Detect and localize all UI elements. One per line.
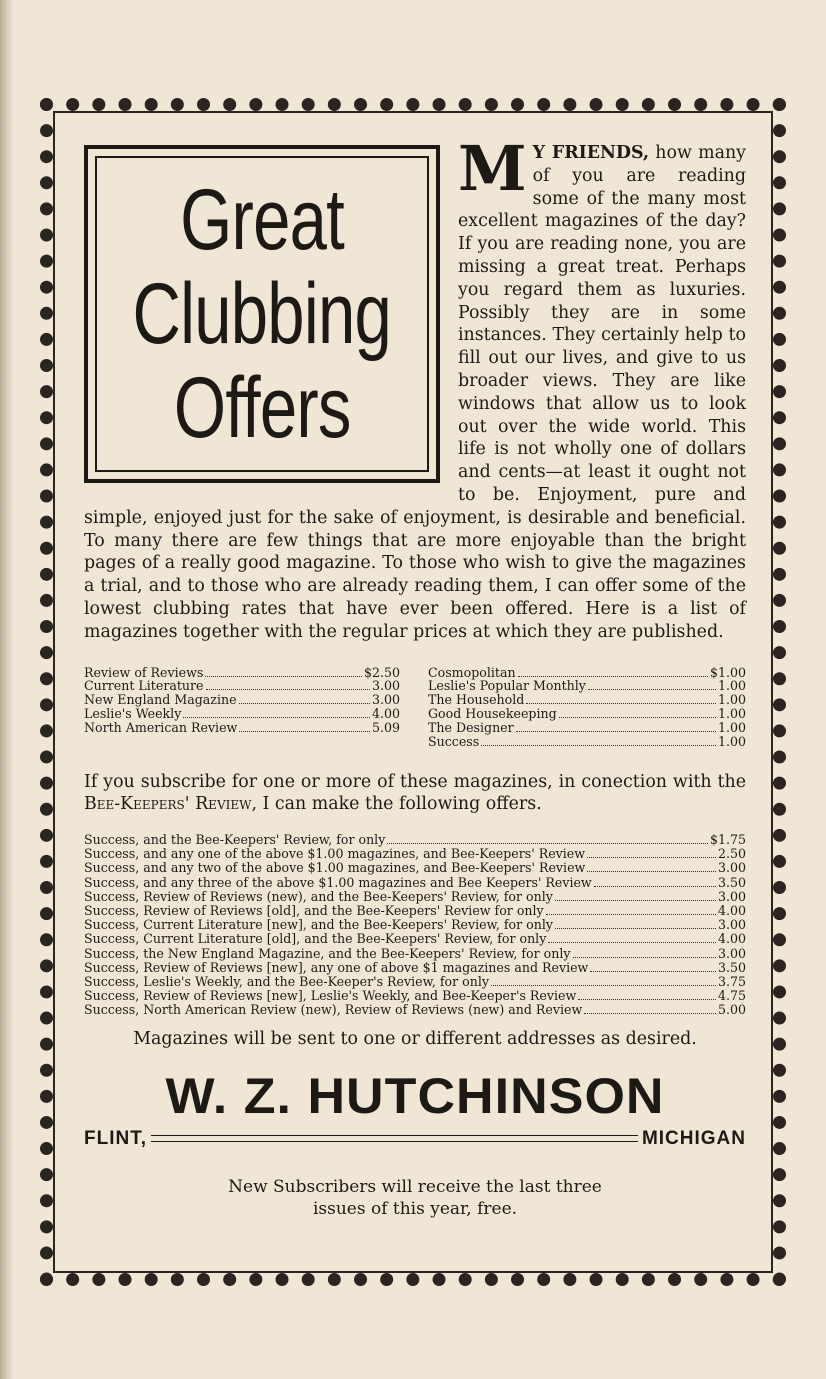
magazine-row-name: North American Review <box>84 720 238 736</box>
magazine-row-name: Good Housekeeping <box>428 706 557 722</box>
offer-row-name: Success, Leslie's Weekly, and the Bee-Keeper's Review, for only <box>84 974 489 989</box>
leader-dots <box>588 679 716 690</box>
offer-row <box>84 876 746 890</box>
offer-row <box>84 961 746 975</box>
magazine-row <box>84 707 400 721</box>
offer-row-name: Success, Review of Reviews [old], and the Bee-Keepers' Review for only <box>84 902 544 918</box>
price-column-left <box>84 666 400 749</box>
offer-row-name: Success, Review of Reviews (new), and the Bee-Keepers' Review, for only <box>84 888 553 904</box>
price-column-right <box>428 666 746 749</box>
title-box-inner <box>95 156 429 472</box>
leader-dots <box>183 707 370 718</box>
offer-row-price: 4.00 <box>717 931 746 947</box>
offer-row-name: Success, Current Literature [old], and the Bee-Keepers' Review, for only <box>84 931 547 947</box>
location-state: MICHIGAN <box>641 1127 746 1149</box>
magazine-row <box>84 666 400 680</box>
magazine-row <box>84 693 400 707</box>
offer-row-name: Success, and the Bee-Keepers' Review, for only <box>84 831 386 847</box>
offer-row-name: Success, North American Review (new), Review of Reviews (new) and Review <box>84 1002 583 1018</box>
offer-row-price: 4.00 <box>717 902 746 918</box>
leader-dots <box>546 904 716 915</box>
offer-intro-text-end: , I can make the following offers. <box>251 793 542 814</box>
magazine-row-name: Review of Reviews <box>84 664 204 680</box>
magazine-row-price: 1.00 <box>717 734 746 750</box>
offer-row-name: Success, and any three of the above $1.00 magazines and Bee Keepers' Review <box>84 874 592 890</box>
magazine-row <box>84 679 400 693</box>
offer-row-price: 5.00 <box>717 1002 746 1018</box>
offer-row-name: Success, Review of Reviews [new], Leslie's Weekly, and Bee-Keeper's Review <box>84 988 577 1004</box>
title-line: Great <box>180 172 344 268</box>
offer-row-price: 2.50 <box>717 846 746 862</box>
intro-text: how many of you are reading some of the many most excellent magazines of the day? If you are reading none, you are missing a great treat. Perhaps you regard them as luxuries. Possibly they are in some instances. They certainly help to fill out our lives, and give to us broader views. They are like windows that allow us to look out over the wide world. This life is not wholly one of dollars and cents—at least it ought not to be. Enjoyment, pure and simple, enjoyed just for the sake of enjoyment, is desirable and beneficial. To many there are few things that are more enjoyable than the bright pages of a really good magazine. To those who wish to give the magazines a trial, and to those who are already reading them, I can offer some of the lowest clubbing rates that have ever been offered. Here is a list of magazines together with the regular prices at which they are published. <box>84 143 746 642</box>
magazine-row-name: Current Literature <box>84 678 204 694</box>
magazine-row <box>428 693 746 707</box>
advertisement <box>84 132 746 1220</box>
magazine-row-price: 3.00 <box>371 692 400 708</box>
magazine-row-price: 1.00 <box>717 706 746 722</box>
offer-row-price: 3.00 <box>717 945 746 961</box>
title-line: Offers <box>173 360 351 456</box>
magazine-row-name: Cosmopolitan <box>428 664 516 680</box>
leader-dots <box>587 861 716 872</box>
intro-lead: Y FRIENDS, <box>532 143 650 163</box>
offer-row-name: Success, and any one of the above $1.00 magazines, and Bee-Keepers' Review <box>84 846 586 862</box>
magazine-row-price: $1.00 <box>709 664 746 680</box>
magazine-row <box>428 666 746 680</box>
offer-row-price: 3.50 <box>717 874 746 890</box>
offer-row-price: 3.75 <box>717 974 746 989</box>
magazine-row-name: Success <box>428 734 480 750</box>
offer-row <box>84 1003 746 1017</box>
location-rule <box>151 1135 638 1142</box>
leader-dots <box>491 975 716 986</box>
leader-dots <box>548 932 716 943</box>
magazine-row <box>428 707 746 721</box>
note-line: issues of this year, free. <box>312 1198 518 1219</box>
leader-dots <box>526 693 716 704</box>
leader-dots <box>590 961 716 972</box>
leader-dots <box>555 918 716 929</box>
subscriber-note <box>84 1176 746 1220</box>
offer-row <box>84 975 746 989</box>
magazine-price-list <box>84 666 746 749</box>
review-name: Bee-Keepers' Review <box>84 793 252 814</box>
leader-dots <box>205 666 362 677</box>
title-line: Clubbing <box>132 266 392 362</box>
closing-line: Magazines will be sent to one or different addresses as desired. <box>133 1028 697 1049</box>
offer-row <box>84 989 746 1003</box>
leader-dots <box>387 833 708 844</box>
offer-intro <box>84 771 746 815</box>
offer-row-name: Success, the New England Magazine, and the Bee-Keepers' Review, for only <box>84 945 571 961</box>
leader-dots <box>206 679 370 690</box>
leader-dots <box>573 947 716 958</box>
magazine-row <box>84 721 400 735</box>
offer-row <box>84 861 746 875</box>
offer-row-price: 3.00 <box>717 917 746 933</box>
leader-dots <box>518 666 708 677</box>
leader-dots <box>239 721 370 732</box>
magazine-row-name: Leslie's Weekly <box>84 706 182 722</box>
title-box <box>84 145 440 483</box>
offer-intro-text: If you subscribe for one or more of these magazines, in conection with the <box>84 771 746 792</box>
offer-row <box>84 833 746 847</box>
leader-dots <box>587 847 716 858</box>
magazine-row-name: The Designer <box>428 720 514 736</box>
offer-row-price: 4.75 <box>717 988 746 1004</box>
offer-row <box>84 947 746 961</box>
page-binding-edge <box>0 0 14 1379</box>
publisher-location <box>84 1128 746 1150</box>
offer-row <box>84 847 746 861</box>
leader-dots <box>594 876 716 887</box>
offer-row-price: 3.00 <box>717 860 746 876</box>
magazine-row-price: 1.00 <box>717 692 746 708</box>
offer-row-name: Success, Current Literature [new], and the Bee-Keepers' Review, for only <box>84 917 553 933</box>
note-line: New Subscribers will receive the last three <box>228 1176 602 1197</box>
location-city: FLINT, <box>84 1127 147 1149</box>
offer-row-price: 3.50 <box>717 959 746 975</box>
magazine-row-price: 1.00 <box>717 678 746 694</box>
magazine-row-price: 4.00 <box>371 706 400 722</box>
magazine-row <box>428 721 746 735</box>
offer-row-price: 3.00 <box>717 888 746 904</box>
drop-cap: M <box>458 132 527 205</box>
leader-dots <box>559 707 716 718</box>
offer-row <box>84 890 746 904</box>
leader-dots <box>481 735 716 746</box>
publisher-name: W. Z. HUTCHINSON <box>165 1067 665 1124</box>
magazine-row-name: Leslie's Popular Monthly <box>428 678 586 694</box>
leader-dots <box>516 721 716 732</box>
offer-list <box>84 833 746 1018</box>
offer-row <box>84 918 746 932</box>
magazine-row-name: The Household <box>428 692 525 708</box>
leader-dots <box>555 890 716 901</box>
magazine-row-price: 3.00 <box>371 678 400 694</box>
magazine-row-price: 5.09 <box>371 720 400 736</box>
leader-dots <box>239 693 370 704</box>
leader-dots <box>584 1003 716 1014</box>
magazine-row-price: $2.50 <box>363 664 400 680</box>
offer-row <box>84 932 746 946</box>
offer-row-name: Success, and any two of the above $1.00 magazines, and Bee-Keepers' Review <box>84 860 586 876</box>
offer-row-price: $1.75 <box>709 831 746 847</box>
magazine-row-name: New England Magazine <box>84 692 237 708</box>
offer-row-name: Success, Review of Reviews [new], any one of above $1 magazines and Review <box>84 959 589 975</box>
magazine-row-price: 1.00 <box>717 720 746 736</box>
leader-dots <box>578 989 716 1000</box>
offer-row <box>84 904 746 918</box>
magazine-row <box>428 679 746 693</box>
magazine-row <box>428 735 746 749</box>
